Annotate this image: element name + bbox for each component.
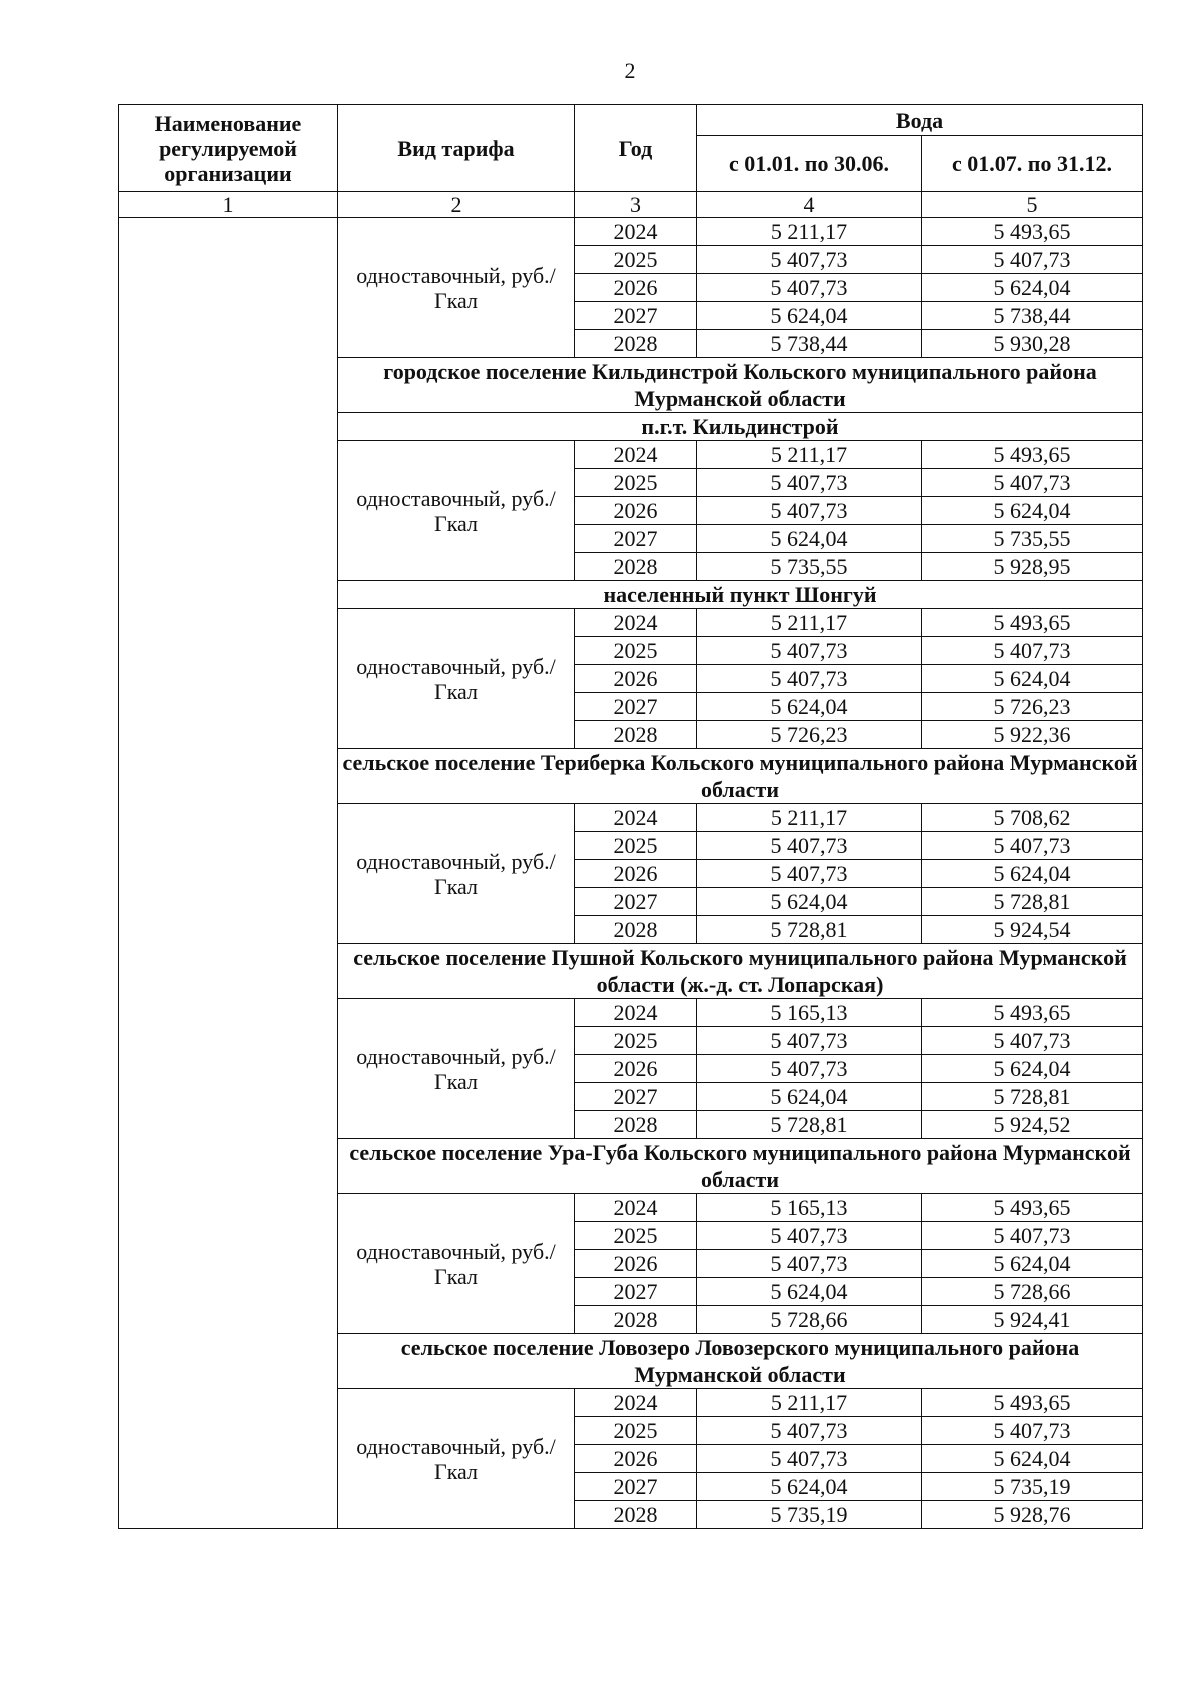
price-period-2-cell: 5 735,55: [922, 525, 1143, 553]
price-period-2-cell: 5 624,04: [922, 1055, 1143, 1083]
year-cell: 2026: [575, 274, 697, 302]
year-cell: 2027: [575, 1083, 697, 1111]
price-period-2-cell: 5 728,81: [922, 888, 1143, 916]
tariff-type-cell: одноставочный, руб./Гкал: [338, 218, 575, 358]
price-period-2-cell: 5 928,95: [922, 553, 1143, 581]
year-cell: 2024: [575, 218, 697, 246]
price-period-2-cell: 5 922,36: [922, 721, 1143, 749]
price-period-2-cell: 5 924,52: [922, 1111, 1143, 1139]
price-period-1-cell: 5 738,44: [697, 330, 922, 358]
year-cell: 2024: [575, 609, 697, 637]
year-cell: 2026: [575, 1445, 697, 1473]
price-period-1-cell: 5 211,17: [697, 218, 922, 246]
column-number: 4: [697, 192, 922, 218]
price-period-1-cell: 5 624,04: [697, 525, 922, 553]
table-row: [119, 218, 1143, 246]
column-number: 3: [575, 192, 697, 218]
price-period-1-cell: 5 407,73: [697, 274, 922, 302]
price-period-1-cell: 5 407,73: [697, 497, 922, 525]
tariff-type-cell: одноставочный, руб./Гкал: [338, 609, 575, 749]
header-period-1: с 01.01. по 30.06.: [697, 136, 922, 192]
column-numbers-row: [119, 192, 1143, 218]
column-number: 2: [338, 192, 575, 218]
price-period-2-cell: 5 735,19: [922, 1473, 1143, 1501]
year-cell: 2024: [575, 804, 697, 832]
price-period-1-cell: 5 624,04: [697, 1278, 922, 1306]
year-cell: 2027: [575, 302, 697, 330]
year-cell: 2025: [575, 1222, 697, 1250]
year-cell: 2028: [575, 1111, 697, 1139]
price-period-2-cell: 5 624,04: [922, 1250, 1143, 1278]
price-period-2-cell: 5 493,65: [922, 1194, 1143, 1222]
price-period-2-cell: 5 624,04: [922, 665, 1143, 693]
tariff-type-cell: одноставочный, руб./Гкал: [338, 1194, 575, 1334]
year-cell: 2026: [575, 497, 697, 525]
header-year: Год: [575, 105, 697, 192]
price-period-2-cell: 5 624,04: [922, 860, 1143, 888]
section-title: сельское поселение Териберка Кольского муниципального района Мурманской области: [338, 749, 1143, 804]
price-period-1-cell: 5 407,73: [697, 832, 922, 860]
price-period-2-cell: 5 624,04: [922, 497, 1143, 525]
price-period-2-cell: 5 624,04: [922, 1445, 1143, 1473]
header-period-2: с 01.07. по 31.12.: [922, 136, 1143, 192]
year-cell: 2026: [575, 1055, 697, 1083]
price-period-2-cell: 5 407,73: [922, 1027, 1143, 1055]
year-cell: 2024: [575, 1389, 697, 1417]
price-period-2-cell: 5 407,73: [922, 832, 1143, 860]
price-period-2-cell: 5 708,62: [922, 804, 1143, 832]
section-title: сельское поселение Ура-Губа Кольского муниципального района Мурманской области: [338, 1139, 1143, 1194]
price-period-2-cell: 5 928,76: [922, 1501, 1143, 1529]
price-period-1-cell: 5 211,17: [697, 441, 922, 469]
price-period-1-cell: 5 407,73: [697, 1250, 922, 1278]
year-cell: 2028: [575, 1306, 697, 1334]
tariff-type-cell: одноставочный, руб./Гкал: [338, 441, 575, 581]
price-period-1-cell: 5 624,04: [697, 302, 922, 330]
price-period-1-cell: 5 735,55: [697, 553, 922, 581]
price-period-2-cell: 5 407,73: [922, 1417, 1143, 1445]
section-subtitle: п.г.т. Кильдинстрой: [338, 413, 1143, 441]
header-org: Наименование регулируемой организации: [119, 105, 338, 192]
tariff-type-cell: одноставочный, руб./Гкал: [338, 804, 575, 944]
tariff-table: [118, 104, 1143, 1529]
year-cell: 2025: [575, 1027, 697, 1055]
section-title: населенный пункт Шонгуй: [338, 581, 1143, 609]
year-cell: 2025: [575, 469, 697, 497]
header-water: Вода: [697, 105, 1143, 136]
year-cell: 2024: [575, 999, 697, 1027]
price-period-2-cell: 5 407,73: [922, 1222, 1143, 1250]
column-number: 1: [119, 192, 338, 218]
price-period-1-cell: 5 407,73: [697, 860, 922, 888]
year-cell: 2028: [575, 721, 697, 749]
price-period-1-cell: 5 211,17: [697, 804, 922, 832]
price-period-1-cell: 5 624,04: [697, 1473, 922, 1501]
price-period-2-cell: 5 728,66: [922, 1278, 1143, 1306]
price-period-2-cell: 5 924,54: [922, 916, 1143, 944]
year-cell: 2024: [575, 441, 697, 469]
section-title: городское поселение Кильдинстрой Кольского муниципального района Мурманской области: [338, 358, 1143, 413]
price-period-2-cell: 5 738,44: [922, 302, 1143, 330]
year-cell: 2024: [575, 1194, 697, 1222]
year-cell: 2026: [575, 860, 697, 888]
year-cell: 2026: [575, 665, 697, 693]
price-period-2-cell: 5 726,23: [922, 693, 1143, 721]
price-period-1-cell: 5 407,73: [697, 1027, 922, 1055]
price-period-2-cell: 5 493,65: [922, 218, 1143, 246]
year-cell: 2025: [575, 1417, 697, 1445]
tariff-type-cell: одноставочный, руб./Гкал: [338, 999, 575, 1139]
year-cell: 2025: [575, 246, 697, 274]
price-period-1-cell: 5 624,04: [697, 888, 922, 916]
price-period-1-cell: 5 407,73: [697, 665, 922, 693]
year-cell: 2028: [575, 553, 697, 581]
price-period-1-cell: 5 211,17: [697, 1389, 922, 1417]
price-period-2-cell: 5 407,73: [922, 246, 1143, 274]
price-period-1-cell: 5 165,13: [697, 1194, 922, 1222]
year-cell: 2025: [575, 637, 697, 665]
price-period-2-cell: 5 728,81: [922, 1083, 1143, 1111]
price-period-2-cell: 5 924,41: [922, 1306, 1143, 1334]
price-period-2-cell: 5 493,65: [922, 1389, 1143, 1417]
price-period-1-cell: 5 407,73: [697, 1417, 922, 1445]
section-title: сельское поселение Пушной Кольского муниципального района Мурманской области (ж.-д. ст. Лопарская): [338, 944, 1143, 999]
price-period-2-cell: 5 930,28: [922, 330, 1143, 358]
price-period-1-cell: 5 728,81: [697, 916, 922, 944]
org-name-cell: [119, 218, 338, 1529]
price-period-2-cell: 5 407,73: [922, 637, 1143, 665]
year-cell: 2028: [575, 330, 697, 358]
price-period-1-cell: 5 728,66: [697, 1306, 922, 1334]
price-period-2-cell: 5 493,65: [922, 609, 1143, 637]
price-period-1-cell: 5 407,73: [697, 1445, 922, 1473]
price-period-1-cell: 5 728,81: [697, 1111, 922, 1139]
price-period-1-cell: 5 165,13: [697, 999, 922, 1027]
price-period-1-cell: 5 407,73: [697, 1055, 922, 1083]
section-title: сельское поселение Ловозеро Ловозерского муниципального района Мурманской области: [338, 1334, 1143, 1389]
price-period-2-cell: 5 624,04: [922, 274, 1143, 302]
year-cell: 2026: [575, 1250, 697, 1278]
year-cell: 2027: [575, 1473, 697, 1501]
price-period-1-cell: 5 726,23: [697, 721, 922, 749]
year-cell: 2027: [575, 693, 697, 721]
column-number: 5: [922, 192, 1143, 218]
header-tariff-type: Вид тарифа: [338, 105, 575, 192]
price-period-1-cell: 5 624,04: [697, 693, 922, 721]
year-cell: 2027: [575, 525, 697, 553]
year-cell: 2027: [575, 1278, 697, 1306]
year-cell: 2028: [575, 916, 697, 944]
price-period-1-cell: 5 407,73: [697, 469, 922, 497]
year-cell: 2027: [575, 888, 697, 916]
price-period-1-cell: 5 735,19: [697, 1501, 922, 1529]
price-period-1-cell: 5 211,17: [697, 609, 922, 637]
price-period-1-cell: 5 407,73: [697, 1222, 922, 1250]
price-period-1-cell: 5 407,73: [697, 637, 922, 665]
price-period-2-cell: 5 493,65: [922, 999, 1143, 1027]
price-period-1-cell: 5 407,73: [697, 246, 922, 274]
page-number: 2: [624, 58, 636, 83]
tariff-type-cell: одноставочный, руб./Гкал: [338, 1389, 575, 1529]
table-body: [119, 218, 1143, 1529]
year-cell: 2025: [575, 832, 697, 860]
price-period-1-cell: 5 624,04: [697, 1083, 922, 1111]
price-period-2-cell: 5 493,65: [922, 441, 1143, 469]
year-cell: 2028: [575, 1501, 697, 1529]
price-period-2-cell: 5 407,73: [922, 469, 1143, 497]
